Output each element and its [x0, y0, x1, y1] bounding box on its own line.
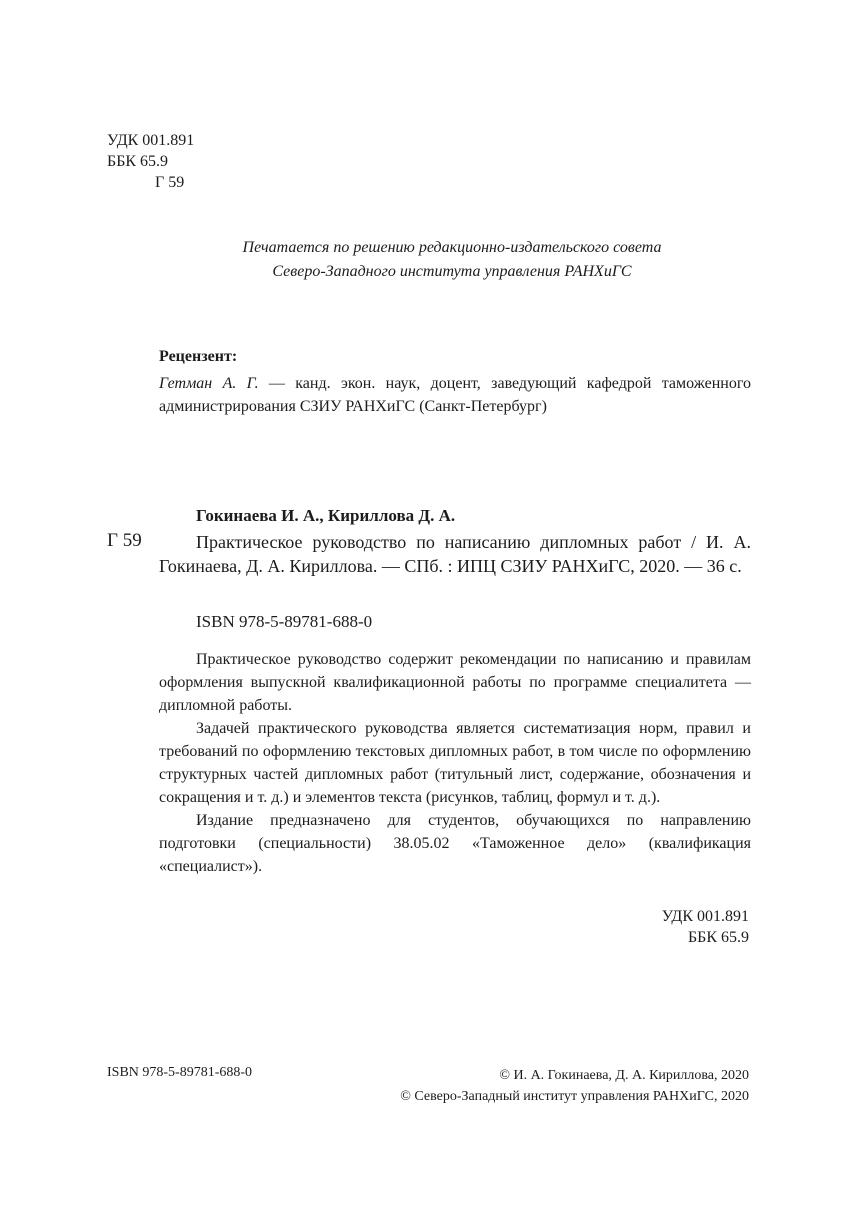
author-mark: Г 59 — [155, 174, 185, 191]
classification-right — [557, 906, 749, 948]
annotation-paragraph-1: Практическое руководство содержит рекомендации по написанию и правилам оформления выпускной квалификационной работы по программе специалитета — дипломной работы. — [159, 651, 751, 714]
bbk-code: ББК 65.9 — [107, 153, 169, 170]
annotation-paragraph-2: Задачей практического руководства является систематизация норм, правил и требований по оформлению текстовых дипломных работ, в том числе по оформлению структурных частей дипломных работ (титульный лист, содержание, обозначения и сокращения и т. д.) и элементов текста (рисунков, таблиц, формул и т. д.). — [159, 720, 751, 806]
council-note — [107, 236, 797, 284]
bibliographic-record: Практическое руководство по написанию дипломных работ / И. А. Гокинаева, Д. А. Кириллова. — СПб. : ИПЦ СЗИУ РАНХиГС, 2020. — 36 с. — [159, 532, 751, 576]
book-isbn: ISBN 978-5-89781-688-0 — [196, 612, 373, 631]
copyright-authors: © И. А. Гокинаева, Д. А. Кириллова, 2020 — [499, 1068, 749, 1083]
council-note-line1: Печатается по решению редакционно-издательского совета — [242, 239, 662, 256]
classification-block — [107, 130, 194, 193]
footer-isbn: ISBN 978-5-89781-688-0 — [107, 1065, 253, 1080]
annotation — [159, 648, 751, 878]
book-code: Г 59 — [107, 530, 142, 551]
reviewer-description: — канд. экон. наук, доцент, заведующий кафедрой таможенного администрирования СЗИУ РАНХиГС (Санкт-Петербург) — [159, 375, 751, 415]
annotation-paragraph-3: Издание предназначено для студентов, обучающихся по направлению подготовки (специальности) 38.05.02 «Таможенное дело» (квалификация «специалист»). — [159, 812, 751, 875]
copyright-block — [297, 1065, 749, 1107]
udk-code: УДК 001.891 — [107, 132, 195, 149]
copyright-institute: © Северо-Западный институт управления РАНХиГС, 2020 — [400, 1089, 749, 1104]
reviewer-heading: Рецензент: — [159, 348, 238, 365]
council-note-line2: Северо-Западного института управления РАНХиГС — [272, 263, 632, 280]
book-authors: Гокинаева И. А., Кириллова Д. А. — [196, 506, 456, 525]
reviewer-info — [159, 372, 751, 418]
bbk-code-right: ББК 65.9 — [687, 929, 749, 946]
udk-code-right: УДК 001.891 — [661, 908, 749, 925]
reviewer-name: Гетман А. Г. — [159, 375, 259, 392]
